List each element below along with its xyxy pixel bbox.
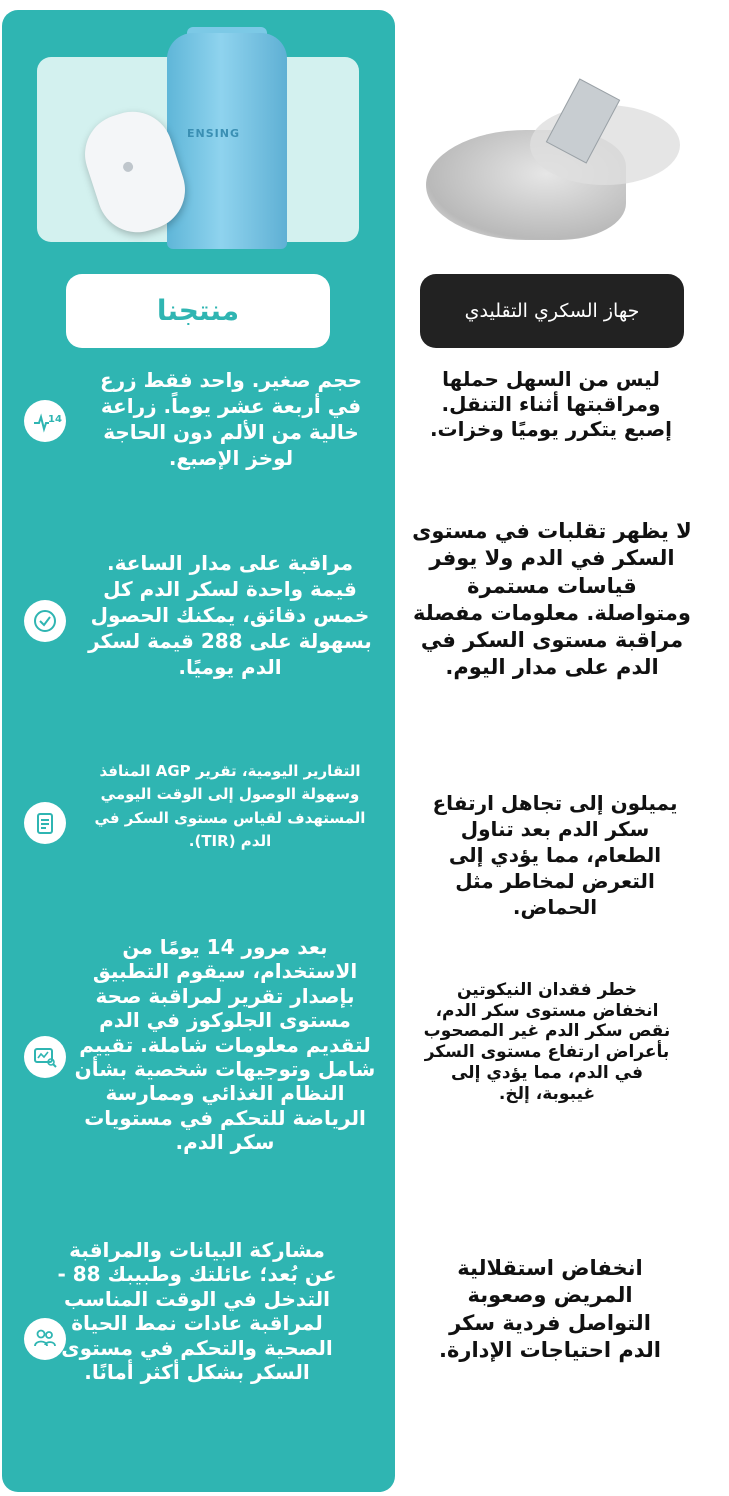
traditional-meter-image (410, 85, 680, 238)
our-product-title: منتجنا (66, 274, 330, 348)
traditional-device-title: جهاز السكري التقليدي (420, 274, 684, 348)
14-day-icon (24, 400, 66, 442)
our-feature-text-3: التقارير اليومية، تقرير AGP المنافذ وسهولة الوصول إلى الوقت اليومي المستهدف لقياس مستوى السكر في الدم (TIR). (94, 762, 366, 850)
our-feature-text-5: مشاركة البيانات والمراقبة عن بُعد؛ عائلتك وطبيبك 88 - التدخل في الوقت المناسب لمراقبة عادات نمط الحياة الصحية والتحكم في مستوى السكر بشكل أكثر أمانًا. (57, 1238, 337, 1384)
svg-text:14: 14 (48, 414, 62, 425)
our-feature-text-1: حجم صغير. واحد فقط زرع في أربعة عشر يوماً. زراعة خالية من الألم دون الحاجة لوخز الإصبع. (99, 368, 363, 470)
sensor-dot (122, 161, 135, 174)
report-clipboard-icon (24, 802, 66, 844)
product-brand-label: ENSING (187, 127, 240, 140)
traditional-text-5: انخفاض استقلالية المريض وصعوبة التواصل فردية سكر الدم احتياجات الإدارة. (439, 1256, 661, 1362)
our-feature-text-4: بعد مرور 14 يومًا من الاستخدام، سيقوم التطبيق بإصدار تقرير لمراقبة صحة مستوى الجلوكوز في الدم لتقديم معلومات شاملة. تقييم شامل وتوجيهات شخصية بشأن النظام الغذائي وممارسة الرياضة للتحكم في مستويات سكر الدم. (74, 935, 376, 1155)
traditional-text-1: ليس من السهل حملها ومراقبتها أثناء التنقل. إصبع يتكرر يوميًا وخزات. (429, 367, 673, 441)
clock-check-icon (24, 600, 66, 642)
chart-search-icon (24, 1036, 66, 1078)
product-image (37, 57, 359, 242)
traditional-text-2: لا يظهر تقلبات في مستوى السكر في الدم ولا يوفر قياسات مستمرة ومتواصلة. معلومات مفصلة مراقبة مستوى السكر في الدم على مدار اليوم. (412, 519, 692, 680)
traditional-text-4: خطر فقدان النيكوتين انخفاض مستوى سكر الدم، نقص سكر الدم غير المصحوب بأعراض ارتفاع مستوى السكر في الدم، مما يؤدي إلى غيبوبة، إلخ. (423, 980, 671, 1104)
applicator-body (167, 33, 287, 249)
our-feature-text-2: مراقبة على مدار الساعة. قيمة واحدة لسكر الدم كل خمس دقائق، يمكنك الحصول بسهولة على 288 قيمة لسكر الدم يوميًا. (88, 551, 372, 679)
traditional-text-3: يميلون إلى تجاهل ارتفاع سكر الدم بعد تناول الطعام، مما يؤدي إلى التعرض لمخاطر مثل الحماض. (432, 791, 678, 919)
